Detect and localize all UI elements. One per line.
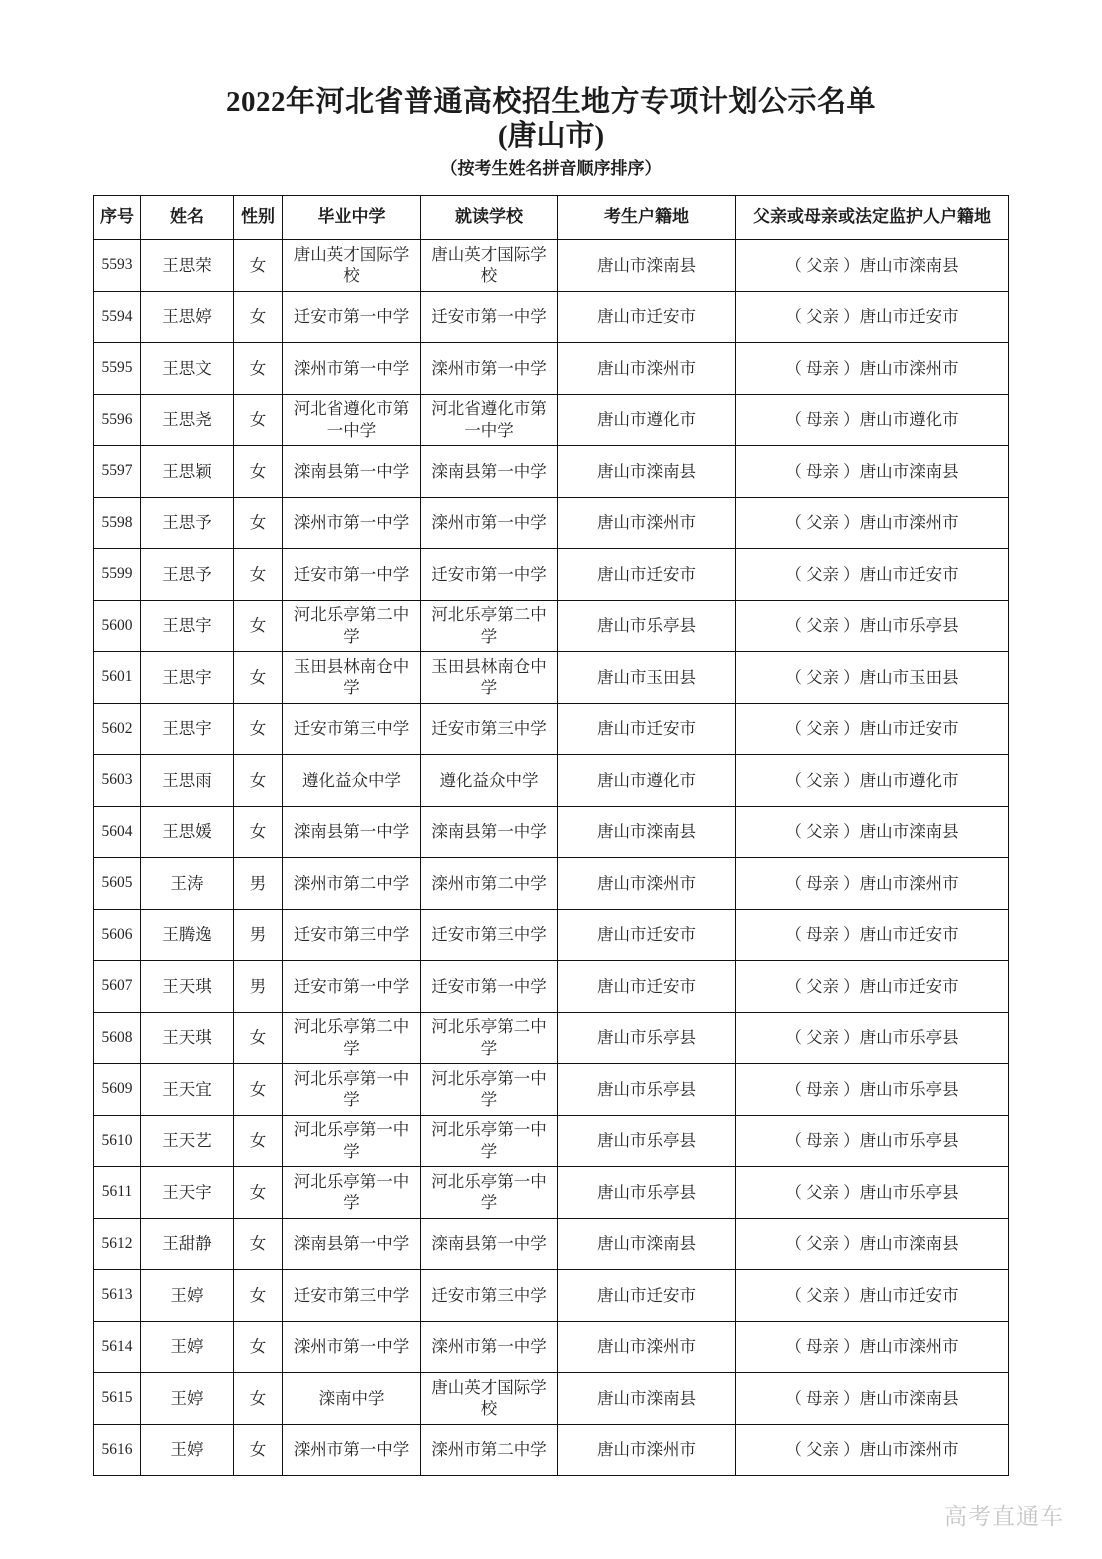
table-cell: 女 bbox=[234, 1424, 283, 1476]
table-cell: 女 bbox=[234, 1218, 283, 1270]
table-cell: 5599 bbox=[94, 549, 141, 601]
table-cell: 女 bbox=[234, 1115, 283, 1167]
table-cell: （ 父亲 ）唐山市迁安市 bbox=[736, 291, 1009, 343]
table-row bbox=[94, 1424, 1009, 1476]
students-table bbox=[93, 195, 1009, 1476]
table-cell: 滦州市第一中学 bbox=[421, 497, 558, 549]
table-cell: 王思予 bbox=[141, 497, 234, 549]
table-cell: 王婷 bbox=[141, 1270, 234, 1322]
table-cell: 女 bbox=[234, 1167, 283, 1219]
table-cell: （ 父亲 ）唐山市迁安市 bbox=[736, 961, 1009, 1013]
table-cell: 滦州市第一中学 bbox=[283, 343, 421, 395]
table-cell: 唐山市迁安市 bbox=[558, 291, 736, 343]
table-cell: 滦南县第一中学 bbox=[421, 446, 558, 498]
table-row bbox=[94, 343, 1009, 395]
table-cell: 女 bbox=[234, 1012, 283, 1064]
table-cell: 河北乐亭第一中学 bbox=[283, 1167, 421, 1219]
table-cell: 唐山市乐亭县 bbox=[558, 1167, 736, 1219]
table-cell: （ 父亲 ）唐山市迁安市 bbox=[736, 703, 1009, 755]
table-cell: 唐山市滦州市 bbox=[558, 343, 736, 395]
table-cell: （ 母亲 ）唐山市滦州市 bbox=[736, 858, 1009, 910]
table-cell: 王思颖 bbox=[141, 446, 234, 498]
table-cell: 唐山市迁安市 bbox=[558, 961, 736, 1013]
table-cell: 女 bbox=[234, 240, 283, 292]
table-cell: 迁安市第三中学 bbox=[283, 703, 421, 755]
table-cell: （ 父亲 ）唐山市滦南县 bbox=[736, 240, 1009, 292]
table-cell: （ 父亲 ）唐山市遵化市 bbox=[736, 755, 1009, 807]
table-cell: 王天宜 bbox=[141, 1064, 234, 1116]
table-row bbox=[94, 909, 1009, 961]
table-cell: 王涛 bbox=[141, 858, 234, 910]
table-cell: （ 父亲 ）唐山市滦南县 bbox=[736, 806, 1009, 858]
table-cell: 唐山市乐亭县 bbox=[558, 600, 736, 652]
table-cell: 王天琪 bbox=[141, 961, 234, 1013]
table-cell: 迁安市第一中学 bbox=[283, 549, 421, 601]
table-cell: 唐山市遵化市 bbox=[558, 394, 736, 446]
table-cell: 河北乐亭第二中学 bbox=[283, 600, 421, 652]
table-cell: （ 母亲 ）唐山市乐亭县 bbox=[736, 1064, 1009, 1116]
table-cell: 5616 bbox=[94, 1424, 141, 1476]
table-cell: 滦州市第一中学 bbox=[283, 497, 421, 549]
table-cell: 滦州市第一中学 bbox=[283, 1321, 421, 1373]
table-row bbox=[94, 1270, 1009, 1322]
table-cell: 5595 bbox=[94, 343, 141, 395]
table-row bbox=[94, 394, 1009, 446]
table-cell: 女 bbox=[234, 806, 283, 858]
table-cell: 滦南县第一中学 bbox=[421, 1218, 558, 1270]
table-cell: （ 父亲 ）唐山市玉田县 bbox=[736, 652, 1009, 704]
table-cell: 迁安市第一中学 bbox=[421, 961, 558, 1013]
table-cell: 唐山市迁安市 bbox=[558, 1270, 736, 1322]
table-row bbox=[94, 1321, 1009, 1373]
table-cell: 王腾逸 bbox=[141, 909, 234, 961]
table-cell: （ 母亲 ）唐山市遵化市 bbox=[736, 394, 1009, 446]
table-cell: 滦州市第一中学 bbox=[283, 1424, 421, 1476]
table-cell: 河北乐亭第一中学 bbox=[283, 1115, 421, 1167]
table-cell: 王思雨 bbox=[141, 755, 234, 807]
table-row bbox=[94, 1115, 1009, 1167]
table-cell: （ 母亲 ）唐山市滦州市 bbox=[736, 1321, 1009, 1373]
table-cell: 王天艺 bbox=[141, 1115, 234, 1167]
table-cell: 玉田县林南仓中学 bbox=[421, 652, 558, 704]
table-row bbox=[94, 497, 1009, 549]
table-cell: 女 bbox=[234, 703, 283, 755]
table-cell: （ 父亲 ）唐山市滦州市 bbox=[736, 1424, 1009, 1476]
table-cell: 王天宇 bbox=[141, 1167, 234, 1219]
table-cell: 王甜静 bbox=[141, 1218, 234, 1270]
table-cell: 5608 bbox=[94, 1012, 141, 1064]
column-header: 毕业中学 bbox=[283, 196, 421, 240]
table-cell: 女 bbox=[234, 291, 283, 343]
table-cell: 5601 bbox=[94, 652, 141, 704]
table-cell: （ 父亲 ）唐山市乐亭县 bbox=[736, 600, 1009, 652]
table-cell: （ 父亲 ）唐山市滦州市 bbox=[736, 497, 1009, 549]
table-cell: 女 bbox=[234, 497, 283, 549]
table-cell: 河北省遵化市第一中学 bbox=[421, 394, 558, 446]
table-row bbox=[94, 446, 1009, 498]
table-cell: （ 母亲 ）唐山市迁安市 bbox=[736, 909, 1009, 961]
table-cell: 5596 bbox=[94, 394, 141, 446]
table-cell: 唐山市迁安市 bbox=[558, 909, 736, 961]
table-cell: 女 bbox=[234, 343, 283, 395]
table-cell: 迁安市第三中学 bbox=[421, 703, 558, 755]
table-cell: 河北乐亭第二中学 bbox=[421, 1012, 558, 1064]
table-cell: 河北省遵化市第一中学 bbox=[283, 394, 421, 446]
table-cell: 5613 bbox=[94, 1270, 141, 1322]
table-row bbox=[94, 240, 1009, 292]
table-cell: （ 父亲 ）唐山市滦南县 bbox=[736, 1218, 1009, 1270]
table-cell: 王婷 bbox=[141, 1321, 234, 1373]
table-cell: 唐山英才国际学校 bbox=[421, 240, 558, 292]
table-cell: （ 父亲 ）唐山市乐亭县 bbox=[736, 1012, 1009, 1064]
table-cell: 迁安市第一中学 bbox=[283, 291, 421, 343]
table-cell: 5611 bbox=[94, 1167, 141, 1219]
table-cell: 5606 bbox=[94, 909, 141, 961]
table-cell: 王思荣 bbox=[141, 240, 234, 292]
page-title-city: (唐山市) bbox=[497, 120, 605, 153]
table-cell: 唐山市遵化市 bbox=[558, 755, 736, 807]
table-cell: 唐山市滦南县 bbox=[558, 240, 736, 292]
column-header: 考生户籍地 bbox=[558, 196, 736, 240]
table-cell: 男 bbox=[234, 858, 283, 910]
table-cell: 5600 bbox=[94, 600, 141, 652]
table-cell: 唐山市滦南县 bbox=[558, 446, 736, 498]
table-cell: 滦州市第一中学 bbox=[421, 343, 558, 395]
table-cell: （ 母亲 ）唐山市滦州市 bbox=[736, 343, 1009, 395]
table-cell: 唐山英才国际学校 bbox=[283, 240, 421, 292]
table-cell: 迁安市第三中学 bbox=[283, 909, 421, 961]
table-cell: 5609 bbox=[94, 1064, 141, 1116]
table-cell: 滦南县第一中学 bbox=[421, 806, 558, 858]
watermark: 高考直通车 bbox=[944, 1503, 1064, 1529]
table-cell: 唐山市滦州市 bbox=[558, 1424, 736, 1476]
table-body bbox=[94, 240, 1009, 1476]
title-block bbox=[0, 86, 1102, 179]
table-cell: （ 母亲 ）唐山市滦南县 bbox=[736, 1373, 1009, 1425]
table-cell: 王思尧 bbox=[141, 394, 234, 446]
table-cell: 5605 bbox=[94, 858, 141, 910]
table-cell: 王思媛 bbox=[141, 806, 234, 858]
column-header: 父亲或母亲或法定监护人户籍地 bbox=[736, 196, 1009, 240]
table-cell: 唐山市乐亭县 bbox=[558, 1064, 736, 1116]
table-row bbox=[94, 1218, 1009, 1270]
table-header-row bbox=[94, 196, 1009, 240]
table-row bbox=[94, 1373, 1009, 1425]
table-cell: 唐山市乐亭县 bbox=[558, 1012, 736, 1064]
table-cell: 河北乐亭第一中学 bbox=[421, 1064, 558, 1116]
table-cell: 王思宇 bbox=[141, 600, 234, 652]
table-cell: 5594 bbox=[94, 291, 141, 343]
table-cell: 女 bbox=[234, 1321, 283, 1373]
column-header: 就读学校 bbox=[421, 196, 558, 240]
table-cell: 滦州市第二中学 bbox=[283, 858, 421, 910]
table-cell: 王婷 bbox=[141, 1373, 234, 1425]
table-cell: 河北乐亭第一中学 bbox=[421, 1115, 558, 1167]
table-cell: 唐山市迁安市 bbox=[558, 703, 736, 755]
table-cell: 女 bbox=[234, 755, 283, 807]
table-cell: 女 bbox=[234, 549, 283, 601]
table-row bbox=[94, 703, 1009, 755]
table-row bbox=[94, 961, 1009, 1013]
table-cell: 5602 bbox=[94, 703, 141, 755]
table-cell: 唐山市玉田县 bbox=[558, 652, 736, 704]
table-cell: 王婷 bbox=[141, 1424, 234, 1476]
table-cell: 女 bbox=[234, 652, 283, 704]
table-cell: 滦南县第一中学 bbox=[283, 446, 421, 498]
table-row bbox=[94, 600, 1009, 652]
table-cell: 滦南县第一中学 bbox=[283, 806, 421, 858]
table-row bbox=[94, 652, 1009, 704]
page-sort-note: （按考生姓名拼音顺序排序） bbox=[440, 159, 662, 179]
column-header: 姓名 bbox=[141, 196, 234, 240]
table-cell: 男 bbox=[234, 961, 283, 1013]
table-cell: 唐山市迁安市 bbox=[558, 549, 736, 601]
table-cell: 女 bbox=[234, 1064, 283, 1116]
table-row bbox=[94, 1064, 1009, 1116]
table-row bbox=[94, 1012, 1009, 1064]
table-cell: 唐山市乐亭县 bbox=[558, 1115, 736, 1167]
table-cell: 玉田县林南仓中学 bbox=[283, 652, 421, 704]
table-cell: 男 bbox=[234, 909, 283, 961]
table-cell: 唐山英才国际学校 bbox=[421, 1373, 558, 1425]
table-cell: 5598 bbox=[94, 497, 141, 549]
table-cell: 唐山市滦南县 bbox=[558, 1373, 736, 1425]
table-cell: 唐山市滦南县 bbox=[558, 806, 736, 858]
table-row bbox=[94, 1167, 1009, 1219]
table-cell: 5603 bbox=[94, 755, 141, 807]
table-cell: 迁安市第一中学 bbox=[421, 291, 558, 343]
table-cell: 5597 bbox=[94, 446, 141, 498]
table-cell: 河北乐亭第一中学 bbox=[421, 1167, 558, 1219]
table-row bbox=[94, 549, 1009, 601]
table-cell: 唐山市滦州市 bbox=[558, 858, 736, 910]
table-cell: 王思宇 bbox=[141, 652, 234, 704]
table-cell: 迁安市第一中学 bbox=[421, 549, 558, 601]
table-cell: 5615 bbox=[94, 1373, 141, 1425]
table-cell: 5614 bbox=[94, 1321, 141, 1373]
table-cell: 迁安市第三中学 bbox=[421, 909, 558, 961]
table-cell: 女 bbox=[234, 446, 283, 498]
table-cell: 5612 bbox=[94, 1218, 141, 1270]
table-row bbox=[94, 806, 1009, 858]
table-cell: 河北乐亭第一中学 bbox=[283, 1064, 421, 1116]
table-cell: 女 bbox=[234, 1373, 283, 1425]
table-cell: 女 bbox=[234, 600, 283, 652]
table-cell: （ 母亲 ）唐山市滦南县 bbox=[736, 446, 1009, 498]
table-cell: 遵化益众中学 bbox=[283, 755, 421, 807]
table-cell: （ 父亲 ）唐山市乐亭县 bbox=[736, 1167, 1009, 1219]
table-cell: 王思予 bbox=[141, 549, 234, 601]
table-cell: 迁安市第三中学 bbox=[283, 1270, 421, 1322]
table-row bbox=[94, 755, 1009, 807]
table-row bbox=[94, 291, 1009, 343]
table-cell: 遵化益众中学 bbox=[421, 755, 558, 807]
table-cell: （ 父亲 ）唐山市迁安市 bbox=[736, 549, 1009, 601]
table-cell: 滦州市第二中学 bbox=[421, 1424, 558, 1476]
table-cell: 5593 bbox=[94, 240, 141, 292]
table-cell: 5604 bbox=[94, 806, 141, 858]
column-header: 序号 bbox=[94, 196, 141, 240]
column-header: 性别 bbox=[234, 196, 283, 240]
table-cell: 王思宇 bbox=[141, 703, 234, 755]
table-cell: （ 父亲 ）唐山市迁安市 bbox=[736, 1270, 1009, 1322]
table-cell: 滦南县第一中学 bbox=[283, 1218, 421, 1270]
table-cell: 5607 bbox=[94, 961, 141, 1013]
table-cell: 滦州市第一中学 bbox=[421, 1321, 558, 1373]
table-cell: 女 bbox=[234, 1270, 283, 1322]
table-cell: 5610 bbox=[94, 1115, 141, 1167]
table-cell: 河北乐亭第二中学 bbox=[283, 1012, 421, 1064]
table-cell: 唐山市滦州市 bbox=[558, 497, 736, 549]
table-cell: 王天琪 bbox=[141, 1012, 234, 1064]
table-cell: 滦州市第二中学 bbox=[421, 858, 558, 910]
table-cell: （ 母亲 ）唐山市乐亭县 bbox=[736, 1115, 1009, 1167]
table-row bbox=[94, 858, 1009, 910]
table-cell: 河北乐亭第二中学 bbox=[421, 600, 558, 652]
table-cell: 王思婷 bbox=[141, 291, 234, 343]
table-cell: 唐山市滦州市 bbox=[558, 1321, 736, 1373]
table-cell: 滦南中学 bbox=[283, 1373, 421, 1425]
table-cell: 女 bbox=[234, 394, 283, 446]
table-cell: 迁安市第一中学 bbox=[283, 961, 421, 1013]
page-title: 2022年河北省普通高校招生地方专项计划公示名单 bbox=[225, 86, 876, 118]
table-cell: 王思文 bbox=[141, 343, 234, 395]
table-cell: 唐山市滦南县 bbox=[558, 1218, 736, 1270]
table-cell: 迁安市第三中学 bbox=[421, 1270, 558, 1322]
